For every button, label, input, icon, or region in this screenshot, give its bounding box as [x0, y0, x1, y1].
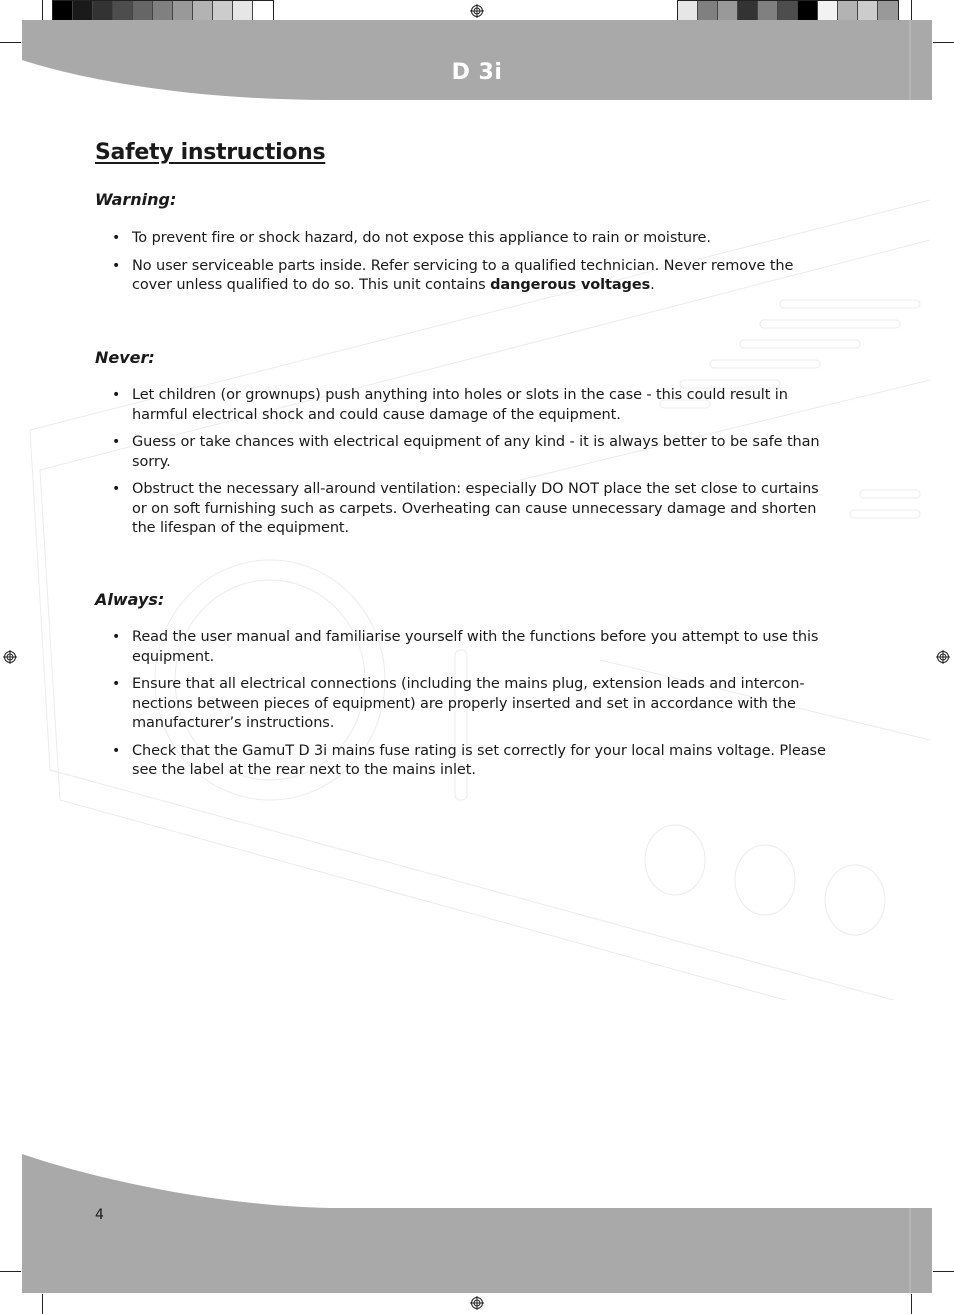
color-swatch [878, 1, 898, 20]
bullet-icon: • [112, 676, 121, 692]
page-number: 4 [95, 1207, 104, 1223]
header-title: D 3i [451, 60, 503, 85]
always-section [95, 590, 835, 789]
bullet-icon: • [112, 434, 121, 450]
list-item: • Obstruct the necessary all-around ventilation: especially DO NOT place the set close to curtains or on soft furnishing such as carpets. Overheating can cause unnecessary damage and shorten the lifespan of the equipment. [112, 481, 819, 536]
color-swatch [113, 1, 133, 20]
warning-section [95, 190, 835, 304]
color-swatch [858, 1, 878, 20]
never-list [95, 386, 835, 539]
warning-list [95, 229, 835, 296]
bullet-icon: • [112, 629, 121, 645]
color-swatch [678, 1, 698, 20]
color-swatch [738, 1, 758, 20]
page-title: Safety instructions [95, 140, 326, 165]
list-item: • Ensure that all electrical connections (including the mains plug, extension leads and intercon-nections between pieces of equipment) are properly inserted and set in accordance with the manufacturer’s instructions. [112, 676, 805, 731]
bullet-icon: • [112, 387, 121, 403]
list-item: • Read the user manual and familiarise yourself with the functions before you attempt to use this equipment. [112, 629, 819, 665]
registration-mark-icon [470, 1296, 484, 1310]
always-list [95, 628, 835, 781]
footer-band [0, 1150, 954, 1294]
color-swatch [153, 1, 173, 20]
color-swatch [838, 1, 858, 20]
registration-mark-icon [470, 4, 484, 18]
color-swatch [253, 1, 273, 20]
color-calibration-strip-right [677, 0, 899, 21]
list-item: • Guess or take chances with electrical equipment of any kind - it is always better to be safe than sorry. [112, 434, 820, 470]
bullet-icon: • [112, 257, 121, 274]
crop-mark [42, 0, 43, 20]
color-swatch [173, 1, 193, 20]
list-item: • Check that the GamuT D 3i mains fuse rating is set correctly for your local mains voltage. Please see the label at the rear next to the mains inlet. [112, 742, 826, 778]
never-section [95, 348, 835, 547]
section-heading-warning: Warning: [95, 190, 177, 209]
list-item: • Let children (or grownups) push anything into holes or slots in the case - this could result in harmful electrical shock and could cause damage of the equipment. [112, 387, 788, 423]
color-swatch [53, 1, 73, 20]
list-item: • No user serviceable parts inside. Refer servicing to a qualified technician. Never remove the cover unless qualified to do so. This unit contains dangerous voltages. [112, 257, 794, 293]
color-swatch [213, 1, 233, 20]
color-swatch [193, 1, 213, 20]
color-swatch [93, 1, 113, 20]
list-item: • To prevent fire or shock hazard, do not expose this appliance to rain or moisture. [95, 229, 835, 249]
color-calibration-strip-left [52, 0, 274, 21]
crop-mark [911, 1294, 912, 1314]
bullet-icon: • [112, 481, 121, 497]
crop-mark [911, 0, 912, 20]
color-swatch [133, 1, 153, 20]
color-swatch [798, 1, 818, 20]
color-swatch [73, 1, 93, 20]
emphasis-text: dangerous voltages [490, 277, 651, 293]
color-swatch [818, 1, 838, 20]
section-heading-always: Always: [95, 590, 165, 609]
color-swatch [718, 1, 738, 20]
crop-mark [42, 1294, 43, 1314]
color-swatch [698, 1, 718, 20]
color-swatch [233, 1, 253, 20]
bullet-icon: • [112, 230, 121, 246]
bullet-icon: • [112, 742, 121, 759]
color-swatch [758, 1, 778, 20]
section-heading-never: Never: [95, 348, 155, 367]
color-swatch [778, 1, 798, 20]
safety-instructions-section [95, 140, 835, 778]
